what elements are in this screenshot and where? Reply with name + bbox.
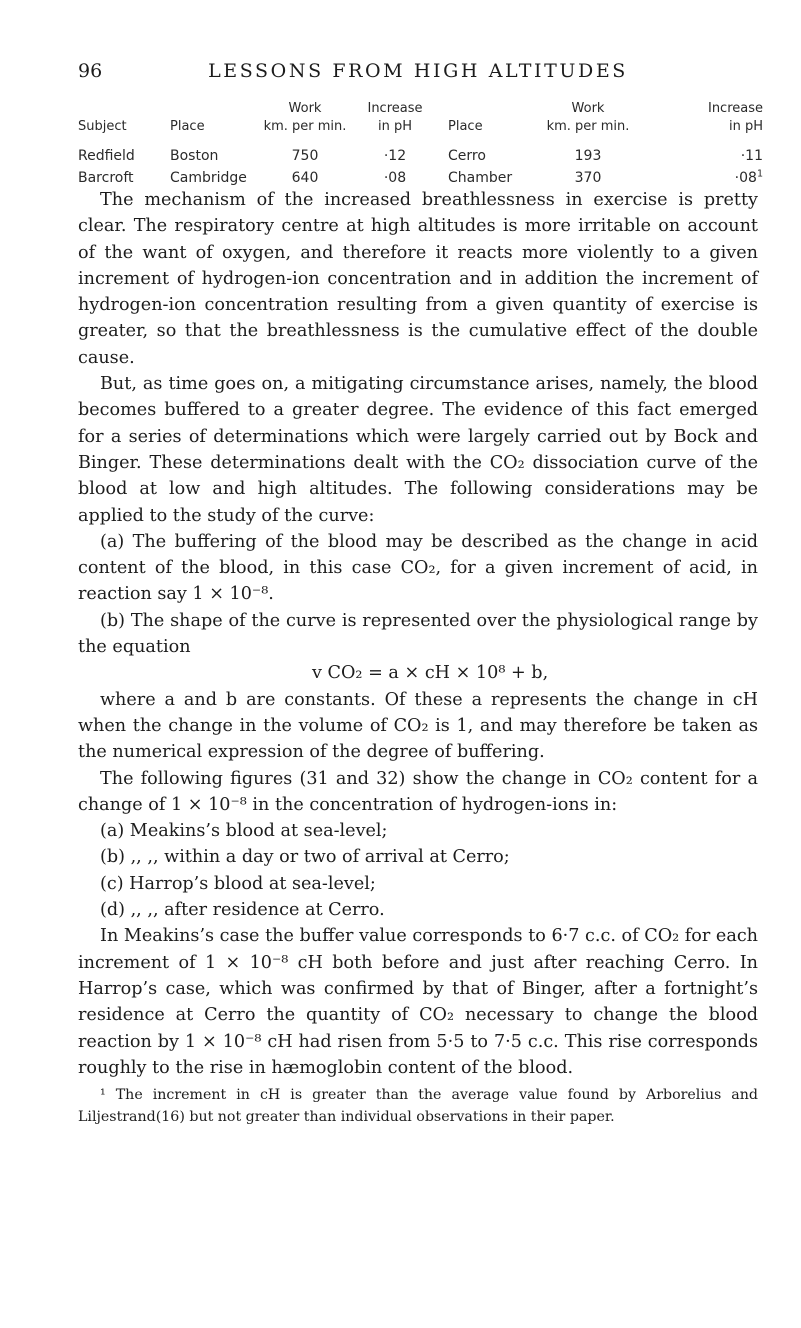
table-row: Barcroft Cambridge 640 ·08 Chamber 370 $\cdot 08^1$ [78, 167, 763, 189]
header-increase-1: Increase [367, 101, 423, 116]
body-text [78, 187, 758, 1128]
header-work-2: Work [571, 101, 605, 116]
footnote-marker: 1 [756, 168, 763, 180]
table-cell-increase: $\cdot 08^1$ [734, 168, 763, 186]
header-ph-2: in pH [728, 119, 763, 134]
header-place-2: Place [448, 119, 483, 134]
table-header-row-top [78, 100, 763, 118]
list-item: (c) Harrop’s blood at sea-level; [100, 873, 376, 894]
page-header [78, 60, 758, 90]
paragraph: where a and b are constants. Of these a represents the change in cH when the change in the volume of CO₂ is 1, and may therefore be taken as the numerical expression of the degree of buffering. [78, 689, 758, 763]
results-table [78, 100, 763, 189]
list-item: (b) ,, ,, within a day or two of arrival at Cerro; [100, 847, 510, 868]
equation: v CO₂ = a × cH × 10⁸ + b, [312, 663, 549, 684]
header-subject: Subject [78, 119, 127, 134]
header-place-1: Place [170, 119, 205, 134]
footnote: ¹ The increment in cH is greater than the average value found by Arborelius and Liljestrand(16) but not greater than individual observations in their paper. [78, 1087, 758, 1126]
header-increase-2: Increase [707, 101, 763, 116]
paragraph: (b) The shape of the curve is represented over the physiological range by the equation [78, 610, 758, 658]
header-work-unit-2: km. per min. [546, 119, 630, 134]
paragraph: (a) The buffering of the blood may be described as the change in acid content of the blood, in this case CO₂, for a given increment of acid, in reaction say 1 × 10⁻⁸. [78, 531, 758, 605]
paragraph: But, as time goes on, a mitigating circumstance arises, namely, the blood becomes buffered to a greater degree. The evidence of this fact emerged for a series of determinations which were largely carried out by Bock and Binger. These determinations dealt with the CO₂ dissociation curve of the blood at low and high altitudes. The following considerations may be applied to the study of the curve: [78, 374, 758, 526]
running-head: LESSONS FROM HIGH ALTITUDES [208, 60, 628, 82]
header-work-unit-1: km. per min. [263, 119, 347, 134]
table-header-row-bottom [78, 118, 763, 136]
list-item: (a) Meakins’s blood at sea-level; [100, 821, 388, 842]
header-work-1: Work [288, 101, 322, 116]
list-item: (d) ,, ,, after residence at Cerro. [100, 900, 385, 921]
paragraph: The mechanism of the increased breathlessness in exercise is pretty clear. The respiratory centre at high altitudes is more irritable on account of the want of oxygen, and therefore it reacts more violently to a given increment of hydrogen-ion concentration and in addition the increment of hydrogen-ion concentration resulting from a given quantity of exercise is greater, so that the breathlessness is the cumulative effect of the double cause. [78, 190, 758, 368]
header-ph-1: in pH [377, 119, 412, 134]
table-cell-increase: ·11 [740, 148, 763, 164]
paragraph: The following figures (31 and 32) show the change in CO₂ content for a change of 1 × 10⁻⁸ in the concentration of hydrogen-ions in: [78, 768, 758, 815]
paragraph: In Meakins’s case the buffer value corresponds to 6·7 c.c. of CO₂ for each increment of 1 × 10⁻⁸ cH both before and just after reaching Cerro. In Harrop’s case, which was confirmed by that of Binger, after a fortnight’s residence at Cerro the quantity of CO₂ necessary to change the blood reaction by 1 × 10⁻⁸ cH had risen from 5·5 to 7·5 c.c. This rise corresponds roughly to the rise in hæmoglobin content of the blood. [78, 926, 758, 1078]
page-number: 96 [78, 60, 103, 82]
table-row: Redfield Boston 750 ·12 Cerro 193 ·11 [78, 145, 763, 167]
